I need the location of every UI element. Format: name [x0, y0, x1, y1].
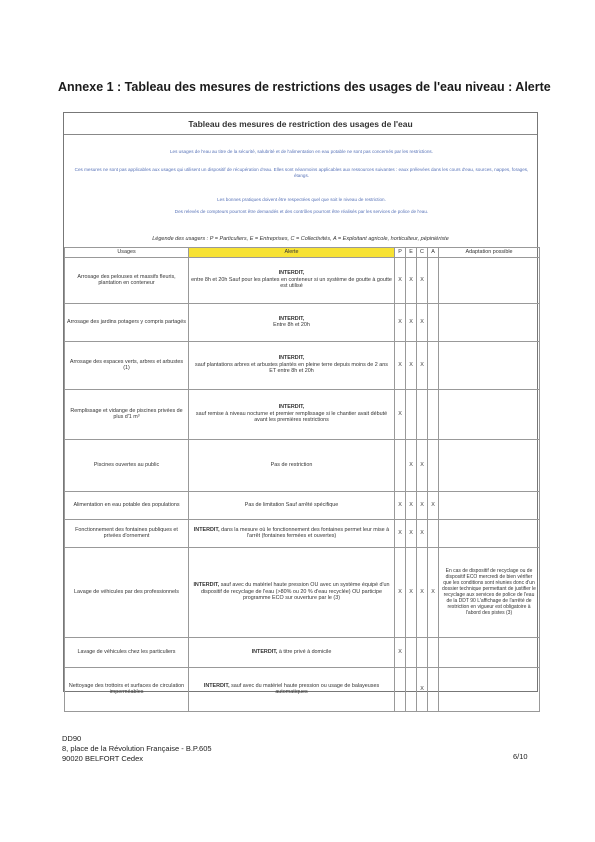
header-adaptation: Adaptation possible: [439, 248, 540, 258]
flag-c: X: [417, 341, 428, 389]
adaptation-cell: [439, 303, 540, 341]
header-alerte: Alerte: [189, 248, 395, 258]
flag-a: [428, 389, 439, 439]
adaptation-cell: [439, 637, 540, 667]
flag-c: X: [417, 439, 428, 491]
alerte-cell: [189, 519, 395, 547]
alerte-cell: [189, 637, 395, 667]
alerte-cell: [189, 341, 395, 389]
intro-paragraph-3: Les bonnes pratiques doivent être respectées quel que soit le niveau de restriction.: [217, 197, 386, 202]
flag-p: X: [395, 389, 406, 439]
alerte-text: sauf plantations arbres et arbustes plantés en pleine terre depuis moins de 2 ans ET entre 8h et 20h: [195, 361, 388, 375]
flag-a: [428, 257, 439, 303]
flag-e: X: [406, 491, 417, 519]
flag-c: [417, 389, 428, 439]
alerte-keyword: INTERDIT,: [278, 355, 305, 362]
adaptation-cell: [439, 257, 540, 303]
adaptation-cell: [439, 519, 540, 547]
annex-title: Annexe 1 : Tableau des mesures de restrictions des usages de l'eau niveau : Alerte: [58, 80, 551, 94]
flag-c: X: [417, 491, 428, 519]
flag-p: X: [395, 547, 406, 637]
table-header-row: [65, 248, 540, 258]
flag-e: X: [406, 303, 417, 341]
flag-p: [395, 439, 406, 491]
alerte-keyword: INTERDIT,: [193, 526, 220, 533]
flag-c: X: [417, 519, 428, 547]
alerte-keyword: INTERDIT,: [203, 682, 230, 689]
usage-cell: Alimentation en eau potable des populations: [65, 491, 189, 519]
alerte-text: sauf avec du matériel haute pression OU avec un système équipé d'un dispositif de recyclage de l'eau (>80% ou 20 % d'eau recyclée) OU participe programme ECO sur ouverture par le (3): [200, 582, 390, 602]
flag-e: X: [406, 439, 417, 491]
page-number: 6/10: [513, 752, 528, 761]
title-divider: [64, 134, 537, 135]
flag-c: X: [417, 667, 428, 711]
legend: Légende des usagers : P = Particuliers, E = Entreprises, C = Collectivités, A = Exploitant agricole, horticulteur, pépiniériste: [152, 236, 449, 242]
footer-city: 90020 BELFORT Cedex: [62, 754, 144, 763]
flag-c: [417, 637, 428, 667]
alerte-cell: [189, 547, 395, 637]
alerte-text: sauf avec du matériel haute pression ou usage de balayeuses automatiques: [231, 682, 380, 696]
flag-a: [428, 303, 439, 341]
flag-a: [428, 439, 439, 491]
alerte-keyword: INTERDIT,: [278, 270, 305, 277]
alerte-text: dans la mesure où le fonctionnement des fontaines permet leur mise à l'arrêt (fontaines fermées et ouvertes): [221, 526, 390, 540]
flag-c: X: [417, 547, 428, 637]
flag-a: X: [428, 491, 439, 519]
flag-a: [428, 341, 439, 389]
header-a: A: [428, 248, 439, 258]
header-usages: Usages: [65, 248, 189, 258]
flag-c: X: [417, 257, 428, 303]
alerte-keyword: INTERDIT,: [251, 648, 278, 655]
usage-cell: Lavage de véhicules chez les particuliers: [65, 637, 189, 667]
flag-e: [406, 637, 417, 667]
table-row: [65, 637, 540, 667]
footer-address: 8, place de la Révolution Française - B.P.605: [62, 744, 212, 753]
intro-paragraph-1: Les usages de l'eau au titre de la sécurité, salubrité et de l'alimentation en eau potable ne sont pas concernés par les restrictions.: [170, 149, 433, 154]
flag-p: X: [395, 491, 406, 519]
header-p: P: [395, 248, 406, 258]
table-row: [65, 389, 540, 439]
flag-a: [428, 519, 439, 547]
table-row: [65, 667, 540, 711]
flag-p: [395, 667, 406, 711]
flag-e: X: [406, 257, 417, 303]
adaptation-cell: [439, 341, 540, 389]
adaptation-cell: [439, 667, 540, 711]
flag-e: X: [406, 547, 417, 637]
flag-p: X: [395, 637, 406, 667]
table-title: Tableau des mesures de restriction des usages de l'eau: [188, 119, 413, 129]
alerte-text: entre 8h et 20h Sauf pour les plantes en conteneur si un système de goutte à goutte est utilisé: [191, 276, 392, 290]
usage-cell: Arrosage des pelouses et massifs fleuris, plantation en conteneur: [65, 257, 189, 303]
restriction-table-frame: [63, 112, 538, 696]
flag-p: X: [395, 257, 406, 303]
restrictions-table: [64, 247, 540, 712]
alerte-cell: [189, 667, 395, 711]
usage-cell: Remplissage et vidange de piscines privées de plus d'1 m³: [65, 389, 189, 439]
usage-cell: Piscines ouvertes au public: [65, 439, 189, 491]
alerte-text: à titre privé à domicile: [278, 648, 332, 655]
table-row: [65, 491, 540, 519]
usage-cell: Arrosage des jardins potagers y compris partagés: [65, 303, 189, 341]
usage-cell: Nettoyage des trottoirs et surfaces de circulation imperméables: [65, 667, 189, 711]
flag-c: X: [417, 303, 428, 341]
header-c: C: [417, 248, 428, 258]
table-row: [65, 547, 540, 637]
intro-paragraph-2: Ces mesures ne sont pas applicables aux usages qui utilisent un dispositif de récupération d'eau. Elles sont néanmoins applicables aux ressources suivantes : eaux prélevées dans les cours d'eau, sources, nappes, forages, étangs.: [74, 167, 529, 178]
alerte-cell: [189, 303, 395, 341]
alerte-cell: [189, 257, 395, 303]
flag-a: [428, 637, 439, 667]
table-row: [65, 303, 540, 341]
alerte-cell: Pas de limitation Sauf arrêté spécifique: [189, 491, 395, 519]
header-e: E: [406, 248, 417, 258]
flag-a: X: [428, 547, 439, 637]
footer-org: DD90: [62, 734, 82, 743]
flag-e: X: [406, 519, 417, 547]
alerte-keyword: INTERDIT,: [278, 315, 305, 322]
table-row: [65, 519, 540, 547]
alerte-text: sauf remise à niveau nocturne et premier remplissage si le chantier avait débuté avant les premières restrictions: [195, 410, 388, 424]
flag-e: [406, 389, 417, 439]
alerte-text: Entre 8h et 20h: [273, 322, 310, 329]
alerte-keyword: INTERDIT,: [193, 582, 220, 589]
flag-e: [406, 667, 417, 711]
flag-p: X: [395, 519, 406, 547]
table-row: [65, 341, 540, 389]
adaptation-cell: En cas de dispositif de recyclage ou de dispositif ECO mercredi de bien vérifier que les conditions sont réunies donc d'un dossier technique permettant de justifier le recyclage aux services de police de l'eau de la DDT 90 L'affichage de l'arrêté de restriction en vigueur est obligatoire à l'abord des pistes (3): [439, 547, 540, 637]
intro-paragraph-4: Des relevés de compteurs pourront être demandés et des contrôles pourront être réalisés par les services de police de l'eau.: [174, 209, 429, 214]
alerte-keyword: INTERDIT,: [278, 404, 305, 411]
flag-e: X: [406, 341, 417, 389]
usage-cell: Lavage de véhicules par des professionnels: [65, 547, 189, 637]
table-row: [65, 439, 540, 491]
flag-p: X: [395, 303, 406, 341]
usage-cell: Fonctionnement des fontaines publiques et privées d'ornement: [65, 519, 189, 547]
adaptation-cell: [439, 491, 540, 519]
alerte-cell: Pas de restriction: [189, 439, 395, 491]
usage-cell: Arrosage des espaces verts, arbres et arbustes (1): [65, 341, 189, 389]
adaptation-cell: [439, 439, 540, 491]
alerte-cell: [189, 389, 395, 439]
flag-p: X: [395, 341, 406, 389]
adaptation-cell: [439, 389, 540, 439]
table-row: [65, 257, 540, 303]
flag-a: [428, 667, 439, 711]
